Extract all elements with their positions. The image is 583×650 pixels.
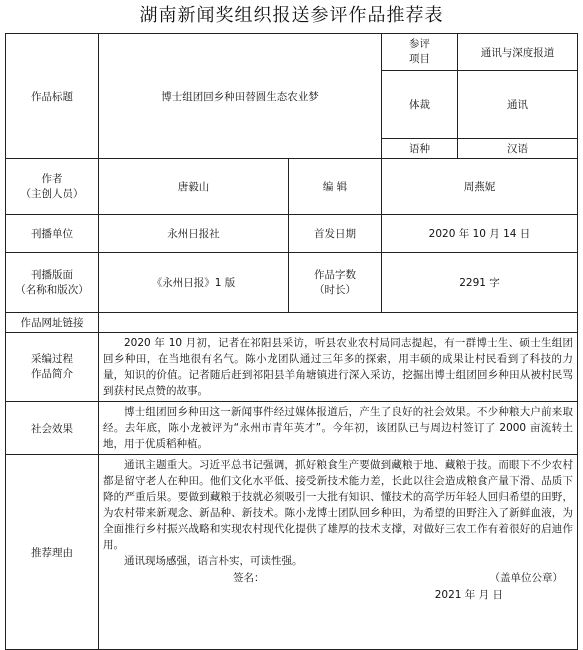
author-label-2: （主创人员） — [20, 187, 84, 200]
author-label-cell — [6, 159, 99, 215]
page-title: 湖南新闻奖组织报送参评作品推荐表 — [139, 5, 444, 26]
publisher-label-cell — [6, 215, 99, 253]
genre-label: 体裁 — [409, 99, 430, 111]
link-label: 作品网址链接 — [20, 317, 84, 329]
author-value: 唐毅山 — [177, 181, 210, 193]
word-count-label-cell — [289, 253, 382, 313]
category-value: 通讯与深度报道 — [480, 46, 555, 59]
editor-label-cell — [289, 159, 382, 215]
work-title-cell — [99, 34, 382, 159]
reason-label: 推荐理由 — [31, 546, 73, 559]
sign-label: 签名： — [233, 572, 265, 584]
first-date-label: 首发日期 — [314, 228, 356, 240]
process-text: 2020 年 10 月初，记者在祁阳县采访，听县农业农村局同志提起，有一群博士生、硕士生组团回乡种田，在当地很有名气。陈小龙团队通过三年多的探索，用丰硕的成果让村民看到了科技的力量，知识的价值。记者随后赶到祁阳县羊角塘镇进行深入采访，挖掘出博士组团回乡种田从被村民骂到获村民点赞的故事。 — [103, 337, 573, 397]
word-count-value: 2291 字 — [459, 277, 500, 289]
reason-text-cell — [99, 455, 578, 650]
genre-cell — [458, 71, 578, 139]
publisher-value: 永州日报社 — [167, 228, 220, 240]
work-title-value: 博士组团回乡种田替圆生态农业梦 — [161, 90, 319, 103]
reason-paragraph-2: 通讯现场感强，语言朴实，可读性强。 — [124, 555, 303, 567]
publisher-cell — [99, 215, 289, 253]
author-cell — [99, 159, 289, 215]
link-cell[interactable] — [99, 313, 578, 333]
category-cell — [458, 34, 578, 71]
process-label-1: 采编过程 — [31, 353, 73, 365]
word-count-label-2: （时长） — [314, 283, 356, 296]
edition-label-2: （名称和版次） — [15, 283, 89, 296]
process-text-cell — [99, 333, 578, 402]
work-title-label: 作品标题 — [31, 90, 73, 103]
editor-value: 周燕妮 — [463, 181, 496, 193]
process-label-cell — [6, 333, 99, 402]
author-label-1: 作者 — [41, 172, 63, 185]
link-label-cell — [6, 313, 99, 333]
language-value: 汉语 — [507, 143, 528, 155]
edition-value: 《永州日报》1 版 — [151, 277, 236, 289]
first-date-value: 2020 年 10 月 14 日 — [428, 228, 531, 240]
category-label-1: 参评 — [409, 38, 430, 50]
edition-cell — [99, 253, 289, 313]
process-label-2: 作品简介 — [31, 368, 73, 380]
effect-label: 社会效果 — [31, 422, 73, 435]
effect-label-cell — [6, 402, 99, 455]
sign-row — [103, 569, 573, 587]
genre-label-cell — [382, 71, 458, 139]
category-label-2: 项目 — [409, 53, 430, 65]
editor-cell — [382, 159, 578, 215]
editor-label: 编 辑 — [322, 181, 348, 193]
language-label-cell — [382, 139, 458, 159]
effect-text-cell — [99, 402, 578, 455]
first-date-label-cell — [289, 215, 382, 253]
word-count-label-1: 作品字数 — [314, 268, 356, 281]
recommendation-form — [5, 33, 578, 650]
reason-paragraph-1: 通讯主题重大。习近平总书记强调，抓好粮食生产要做到藏粮于地、藏粮于技。而眼下不少农村都是留守老人在种田。他们文化水平低、接受新技术能力差，长此以往会造成粮食产量下滑、品质下降的严重后果。要做到藏粮于技就必须吸引一大批有知识、懂技术的高学历年轻人回归希望的田野，为农村带来新观念、新品种、新技术。陈小龙博士团队回乡种田，为希望的田野注入了新鲜血液，为全面推行乡村振兴战略和实现农村现代化提供了雄厚的技术支撑，对做好三农工作有着很好的启迪作用。 — [103, 459, 573, 551]
seal-label: （盖单位公章） — [489, 572, 563, 584]
publisher-label: 刊播单位 — [31, 228, 73, 240]
genre-value: 通讯 — [507, 99, 528, 111]
effect-text: 博士组团回乡种田这一新闻事件经过媒体报道后，产生了良好的社会效果。不少种粮大户前来取经。去年底，陈小龙被评为“永州市青年英才”。今年初，该团队已与周边村签订了 2000 亩流转土地，用于优质稻种植。 — [103, 406, 573, 450]
reason-label-cell — [6, 455, 99, 650]
edition-label-cell — [6, 253, 99, 313]
word-count-cell — [382, 253, 578, 313]
work-title-label-cell — [6, 34, 99, 159]
edition-label-1: 刊播版面 — [31, 268, 73, 281]
language-label: 语种 — [409, 143, 430, 155]
language-cell — [458, 139, 578, 159]
date-line: 2021 年 月 日 — [434, 589, 503, 601]
first-date-cell — [382, 215, 578, 253]
category-label-cell — [382, 34, 458, 71]
